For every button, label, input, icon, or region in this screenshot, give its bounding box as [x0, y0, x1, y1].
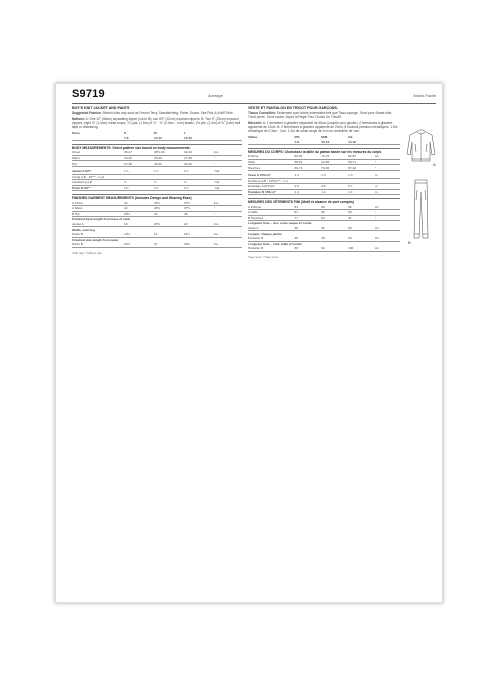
fr-finished-title: MESURES DES VÊTEMENTS FINI (Motif et aisance de port compris): [248, 198, 400, 204]
cell: m: [375, 189, 400, 195]
sheet-content: [72, 88, 434, 594]
cell: 1.3: [348, 173, 375, 178]
table-row: [248, 189, 400, 195]
table-row: [248, 165, 400, 171]
fr-fabrics-label: Tissus Conseillés:: [248, 111, 276, 115]
cell: ins.: [214, 242, 242, 247]
cell: M/M: [321, 135, 328, 140]
cell: 26-27: [124, 150, 154, 155]
cell: [248, 140, 294, 145]
cell: 1⅞: [154, 169, 184, 174]
cell: B Hanches: [248, 215, 294, 221]
cell: 30-32: [154, 161, 184, 167]
cell: Waist: [72, 155, 124, 161]
cell: Tailles: [248, 135, 258, 140]
garment-illustrations: [406, 128, 436, 248]
cell: 1⅝: [184, 185, 214, 191]
illustration-svg: [406, 128, 436, 248]
fr-size-table: [248, 135, 400, 145]
cell: 77: [294, 215, 321, 221]
cell: 81: [294, 209, 321, 215]
fr-finished-table: [248, 204, 400, 251]
french-column: [248, 106, 400, 259]
cell: 11: [154, 232, 184, 237]
jacket-line-drawing-icon: [407, 130, 435, 161]
cell: 1⅞: [184, 169, 214, 174]
cell: 33: [154, 211, 184, 217]
cell: 1.3: [321, 173, 348, 178]
cell: 23-24: [124, 155, 154, 161]
cell: cm: [375, 204, 400, 209]
cell: 32: [124, 200, 154, 205]
pattern-envelope-back: [55, 83, 443, 603]
cell: m: [375, 173, 400, 178]
cell: ": [375, 209, 400, 215]
fr-notions: [248, 121, 400, 133]
table-row: [72, 161, 242, 167]
table-row: [72, 136, 242, 141]
difficulty-en: Average: [208, 93, 223, 98]
cell: B Hip: [72, 211, 124, 217]
cell: 37½: [184, 205, 214, 211]
cell: 14-16: [184, 136, 214, 141]
fr-fabric-table: [248, 173, 400, 195]
cell: Yds.: [214, 169, 242, 174]
en-notions-label: Notions:: [72, 117, 85, 121]
cell: 81: [294, 204, 321, 209]
cell: 34½: [124, 242, 154, 247]
cell: Jacket A: [72, 222, 124, 227]
fr-notions-text: A: 1 fermeture à glissière séparable de 56cm (coupée pour ajuster), 2 fermetures à glissière apparente de 22cm. B: 2 fermetures à glissière apparente de 23cm, 8 boutons-pression métalliques, 1.5m d'élastique de 0.3cm - 1cm, 1.4m de ruban sergé de 1cm ou cordelière de 1cm.: [248, 121, 398, 133]
cell: Sizes: [72, 131, 80, 136]
fr-footnote: *avec sens. **sans sens.: [248, 254, 279, 259]
cell: 29½: [124, 211, 154, 217]
cell: 28: [321, 236, 348, 241]
fr-title: VESTE ET PANTALON EN TRICOT POUR GARÇONS.: [248, 106, 338, 110]
cell: ": [214, 161, 242, 167]
cell: 36: [184, 211, 214, 217]
cell: 0.6: [321, 184, 348, 190]
cell: cm: [375, 246, 400, 251]
en-notions: [72, 117, 242, 129]
cell: 87-92: [348, 165, 375, 171]
cell: 10½: [124, 232, 154, 237]
cell: Pantalon B: [248, 236, 294, 241]
en-body-table: [72, 150, 242, 167]
cell: cm: [375, 226, 400, 231]
cell: Lining A,B - 45"**, ⅞ yd.: [72, 174, 124, 180]
cell: cm: [375, 154, 400, 159]
cell: 100: [348, 246, 375, 251]
cell: Longueur finie – côté, taille à l'ourlet: [248, 241, 302, 246]
header-rule: [72, 103, 436, 104]
header: [72, 88, 436, 102]
cell: Jacket A 60"*: [72, 169, 124, 174]
label-b: B: [408, 240, 411, 245]
cell: 14-16: [348, 140, 375, 145]
cell: 19: [124, 222, 154, 227]
en-body-title: BODY MEASUREMENTS: Select pattern size based on body measurements.: [72, 144, 242, 150]
cell: 88: [321, 204, 348, 209]
cell: 28½-30: [154, 150, 184, 155]
en-finished-title: FINISHED GARMENT MEASUREMENTS (Includes Design and Wearing Ease): [72, 194, 242, 200]
cell: 72-76: [321, 154, 348, 159]
fr-fabrics: [248, 111, 400, 119]
cell: 27-28: [184, 155, 214, 161]
cell: 76-82: [321, 165, 348, 171]
cell: A Taille: [248, 209, 294, 215]
cell: Finished side length from waist: [72, 237, 119, 242]
cell: 10-12: [321, 140, 348, 145]
english-column: [72, 106, 242, 255]
cell: ": [214, 155, 242, 161]
fr-notions-label: Mercerie:: [248, 121, 263, 125]
cell: Doublure A,B - 115cm**, ⅞ m.: [248, 178, 294, 184]
cell: Pants B 60"*: [72, 185, 124, 191]
cell: 27-28: [124, 161, 154, 167]
cell: Pantalon B: [248, 246, 294, 251]
cell: Chest: [72, 150, 124, 155]
cell: 91: [348, 215, 375, 221]
cell: M: [153, 131, 157, 136]
fr-body-title: MESURES DU CORPS: Choisissez la taille du patron basée sur les mesures du corps: [248, 148, 400, 154]
cell: Pantalon B 150cm*: [248, 189, 294, 195]
cell: 22: [184, 222, 214, 227]
cell: 25: [294, 236, 321, 241]
cell: Finished back length from base of neck: [72, 217, 131, 222]
table-row: [72, 242, 242, 247]
cell: ": [375, 165, 400, 171]
cell: Yds.: [214, 185, 242, 191]
cell: Longueur finie – dos, entre nuque à l'ourlet: [248, 221, 312, 226]
cell: ": [375, 215, 400, 221]
cell: Yds.: [214, 180, 242, 186]
en-fabric-table: [72, 169, 242, 191]
cell: 32: [124, 205, 154, 211]
pattern-code: S9719: [72, 88, 105, 100]
cell: ins.: [214, 222, 242, 227]
cell: 11½: [184, 232, 214, 237]
cell: 88: [294, 246, 321, 251]
table-row: [248, 246, 400, 251]
cell: 84: [321, 215, 348, 221]
cell: ⅝: [184, 180, 214, 186]
cell: 34½: [154, 205, 184, 211]
table-row: [72, 185, 242, 191]
cell: 52: [321, 226, 348, 231]
en-fabrics-text: Stretch knits only such as French Terry, Sweatshirting, Ponte, Scuba. See Pick-A-Knit® Rule.: [102, 111, 234, 115]
cell: 1.4: [294, 189, 321, 195]
cell: 34-36: [184, 161, 214, 167]
cell: A Waist: [72, 205, 124, 211]
cell: 10-12: [154, 136, 184, 141]
cell: Hip: [72, 161, 124, 167]
fr-body-table: [248, 154, 400, 171]
cell: G/L: [348, 135, 354, 140]
cell: 95: [348, 209, 375, 215]
cell: 25-26: [154, 155, 184, 161]
cell: 69-71: [348, 159, 375, 165]
cell: Entoilage A,B 51cm: [248, 184, 294, 190]
cell: S: [123, 131, 127, 136]
cell: ": [375, 159, 400, 165]
cell: 0.7: [348, 184, 375, 190]
cell: 30: [348, 236, 375, 241]
en-fabrics: [72, 111, 242, 115]
label-a: A: [433, 162, 436, 167]
cell: 94: [321, 246, 348, 251]
cell: Largeur, chaque jambe: [248, 231, 282, 236]
table-row: [248, 140, 400, 145]
pants-line-drawing-icon: [414, 180, 428, 238]
en-footnote: *with nap. **without nap.: [72, 250, 103, 255]
cell: Veste A: [248, 226, 294, 231]
cell: [214, 136, 242, 141]
cell: 69-71: [294, 165, 321, 171]
cell: 7-8: [124, 136, 154, 141]
cell: 56: [348, 226, 375, 231]
en-fabrics-label: Suggested Fabrics:: [72, 111, 102, 115]
cell: ins.: [214, 200, 242, 205]
cell: 1.3: [294, 173, 321, 178]
cell: A Poitrine: [248, 204, 294, 209]
cell: 58-61: [294, 159, 321, 165]
cell: 48: [294, 226, 321, 231]
cell: [375, 140, 400, 145]
en-title: BOY'S KNIT JACKET AND PANTS: [72, 106, 130, 110]
en-notions-text: A: One 22" (56cm) separating zipper (cut to fit), two 8½" (22cm) exposed zippers. B: Two 9" (23cm) exposed zippers, eight ⅝" (1.5cm) metal snaps, 1⅞ yds. (1.5m) of ¼" - ⅜" (0.3cm - 1cm) elastic, 1⅝ yds. (1.4m) of ⅝" (1cm) twill tape or drawstring.: [72, 117, 241, 129]
cell: 1⅞: [124, 169, 154, 174]
cell: ins.: [214, 150, 242, 155]
cell: 82-87: [348, 154, 375, 159]
cell: 1.4: [321, 189, 348, 195]
cell: Taille: [248, 159, 294, 165]
cell: 66-69: [294, 154, 321, 159]
cell: ⅝: [124, 180, 154, 186]
cell: 1⅝: [154, 185, 184, 191]
cell: 0.6: [294, 184, 321, 190]
cell: Width, each leg: [72, 227, 95, 232]
cell: [72, 136, 124, 141]
cell: P/S: [294, 135, 300, 140]
cell: 39½: [184, 242, 214, 247]
cell: Veste A 150cm*: [248, 173, 294, 178]
cell: 32-34: [184, 150, 214, 155]
cell: 37½: [184, 200, 214, 205]
cell: 37: [154, 242, 184, 247]
cell: cm: [375, 236, 400, 241]
fr-fabrics-text: Seulement pour tricots extensibles tels que Tissu-éponge, Tricot pour Sweat-shirt, Tricot ponte, Tricot scuba. Voyez la Règle Pour Choisir Un Tricot®.: [248, 111, 393, 119]
cell: Poitrine: [248, 154, 294, 159]
difficulty-fr: Moins Facile: [413, 93, 436, 98]
cell: ": [214, 205, 242, 211]
cell: L: [183, 131, 186, 136]
table-row: [248, 184, 400, 190]
cell: 34½: [154, 200, 184, 205]
en-finished-table: [72, 200, 242, 247]
cell: ": [214, 211, 242, 217]
cell: ins.: [214, 232, 242, 237]
cell: Hanches: [248, 165, 294, 171]
cell: 20½: [154, 222, 184, 227]
cell: m: [375, 184, 400, 190]
cell: Interfacing A,B: [72, 180, 124, 186]
cell: 1⅝: [124, 185, 154, 191]
cell: ⅝: [154, 180, 184, 186]
en-size-table: [72, 131, 242, 141]
cell: A Chest: [72, 200, 124, 205]
cell: 7-8: [294, 140, 321, 145]
cell: 64-66: [321, 159, 348, 165]
cell: Pants B: [72, 232, 124, 237]
cell: 95: [348, 204, 375, 209]
cell: Pants B: [72, 242, 124, 247]
cell: 88: [321, 209, 348, 215]
cell: 1.4: [348, 189, 375, 195]
